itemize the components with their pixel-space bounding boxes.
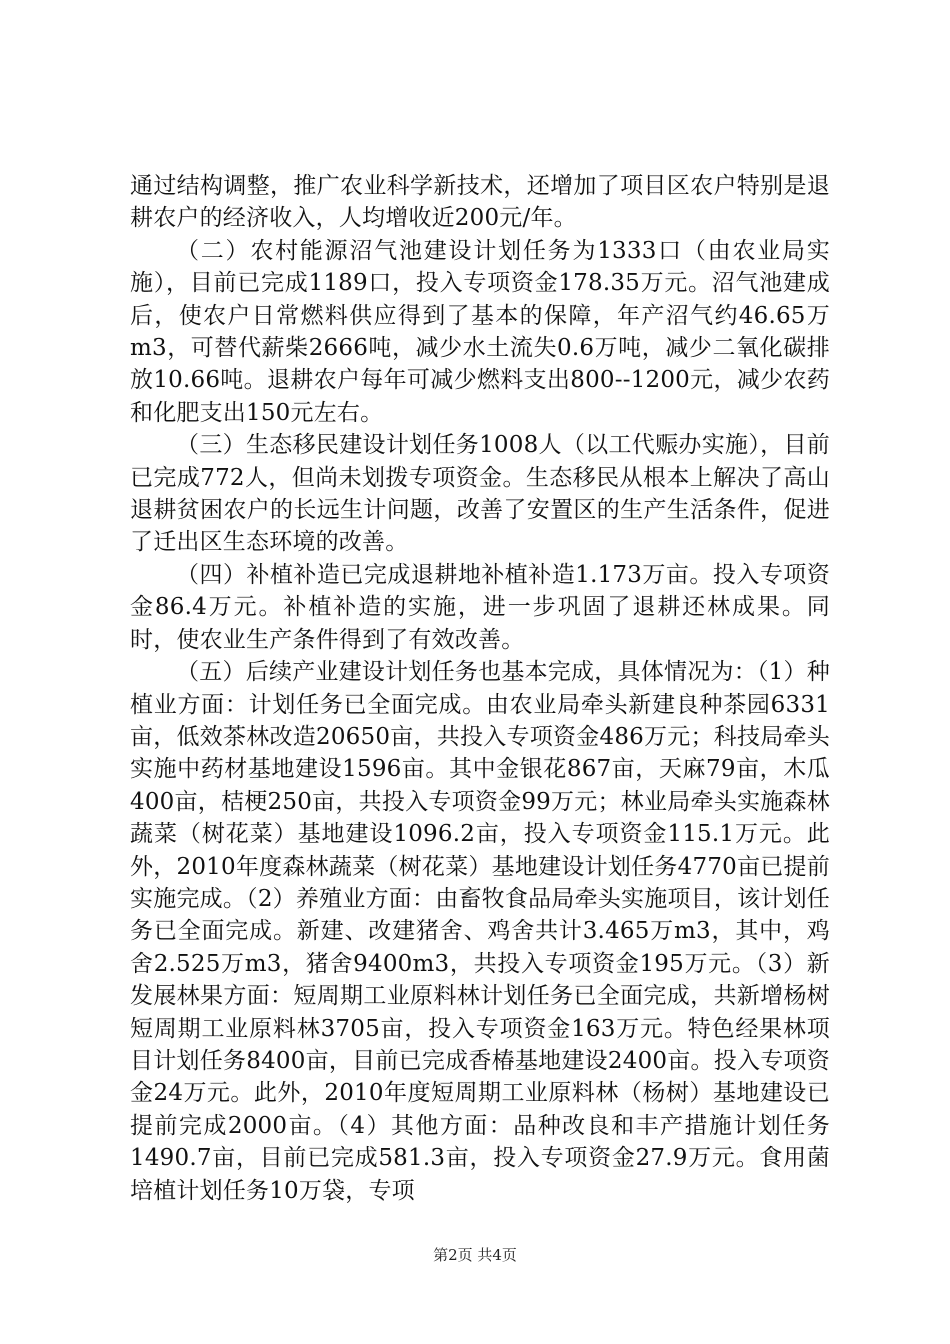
paragraph-biogas: （二）农村能源沼气池建设计划任务为1333口（由农业局实施），目前已完成1189口，投入专项资金178.35万元。沼气池建成后，使农户日常燃料供应得到了基本的保障，年产沼气约46.65万m3，可替代薪柴2666吨，减少水土流失0.6万吨，减少二氧化碳排放10.66吨。退耕农户每年可减少燃料支出800--1200元，减少农药和化肥支出150元左右。 (130, 237, 830, 426)
paragraph-continuation: 通过结构调整，推广农业科学新技术，还增加了项目区农户特别是退耕农户的经济收入，人均增收近200元/年。 (130, 173, 830, 232)
paragraph-replanting: （四）补植补造已完成退耕地补植补造1.173万亩。投入专项资金86.4万元。补植补造的实施，进一步巩固了退耕还林成果。同时，使农业生产条件得到了有效改善。 (130, 561, 830, 653)
page-number-footer: 第2页 共4页 (433, 1246, 517, 1264)
paragraph-follow-up-industry: （五）后续产业建设计划任务也基本完成，具体情况为：（1）种植业方面：计划任务已全面完成。由农业局牵头新建良种茶园6331亩，低效茶林改造20650亩，共投入专项资金486万元；科技局牵头实施中药材基地建设1596亩。其中金银花867亩，天麻79亩，木瓜400亩，桔梗250亩，共投入专项资金99万元；林业局牵头实施森林蔬菜（树花菜）基地建设1096.2亩，投入专项资金115.1万元。此外，2010年度森林蔬菜（树花菜）基地建设计划任务4770亩已提前实施完成。（2）养殖业方面：由畜牧食品局牵头实施项目，该计划任务已全面完成。新建、改建猪舍、鸡舍共计3.465万m3，其中，鸡舍2.525万m3，猪舍9400m3，共投入专项资金195万元。（3）新发展林果方面：短周期工业原料林计划任务已全面完成，共新增杨树短周期工业原料林3705亩，投入专项资金163万元。特色经果林项目计划任务8400亩，目前已完成香椿基地建设2400亩。投入专项资金24万元。此外，2010年度短周期工业原料林（杨树）基地建设已提前完成2000亩。（4）其他方面：品种改良和丰产措施计划任务1490.7亩，目前已完成581.3亩，投入专项资金27.9万元。食用菌培植计划任务10万袋，专项 (130, 659, 830, 1204)
document-body (130, 170, 830, 1207)
paragraph-ecological-migration: （三）生态移民建设计划任务1008人（以工代赈办实施），目前已完成772人，但尚未划拨专项资金。生态移民从根本上解决了高山退耕贫困农户的长远生计问题，改善了安置区的生产生活条件，促进了迁出区生态环境的改善。 (130, 432, 830, 556)
